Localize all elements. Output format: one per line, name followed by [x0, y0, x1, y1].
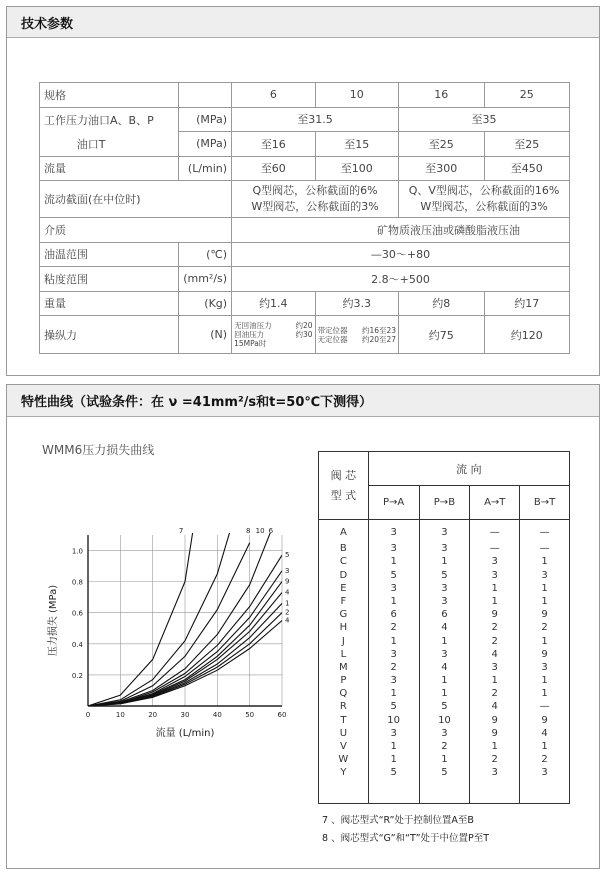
flow-value: 1: [390, 688, 397, 700]
flow-value: 3: [491, 661, 498, 673]
flow-value: 6: [390, 609, 397, 621]
flow-value: 5: [441, 701, 448, 713]
flow-value: 1: [441, 688, 448, 700]
table-row: [40, 291, 570, 316]
cell-line: 约16至23: [361, 325, 397, 335]
flow-value: D: [339, 569, 348, 581]
table-row: [40, 316, 570, 354]
row-unit: (mm²/s): [179, 267, 232, 292]
flow-value: A: [339, 527, 347, 538]
cell: 25: [484, 83, 569, 108]
cell: 6: [232, 83, 315, 108]
row-label: 工作压力油口A、B、P: [40, 107, 179, 132]
flow-value: 3: [441, 727, 448, 739]
flow-value: 1: [541, 595, 548, 607]
flow-value: 5: [390, 569, 397, 581]
flow-value: V: [339, 741, 347, 752]
cell: 至15: [315, 132, 398, 157]
curve-label: 9: [285, 577, 290, 586]
table-row: [40, 242, 570, 267]
curve-label: 8: [245, 527, 251, 535]
curve-label: 7: [178, 527, 184, 535]
cell: 约1.4: [232, 291, 315, 316]
flow-value: 5: [441, 569, 448, 581]
table-row: [40, 181, 570, 218]
curve-label: 4: [285, 588, 290, 597]
flow-value: G: [339, 609, 348, 621]
flow-col-values: [520, 520, 570, 804]
flow-value: 1: [491, 741, 498, 752]
flow-value: 1: [441, 635, 448, 647]
cell: 10: [315, 83, 398, 108]
flow-value: 5: [390, 701, 397, 713]
cell: 至25: [484, 132, 569, 157]
flow-value: 3: [541, 661, 548, 673]
flow-value: 1: [441, 675, 448, 687]
curve-label: 1: [285, 599, 290, 608]
pressure-loss-chart: [40, 525, 310, 750]
cell: [399, 181, 570, 218]
y-tick-label: 0.4: [71, 640, 83, 649]
flow-value: —: [489, 543, 500, 555]
flow-value: Q: [339, 688, 348, 700]
table-row: [40, 83, 570, 108]
curve-7: [88, 525, 195, 706]
flow-value: 3: [390, 527, 397, 538]
flow-value: 1: [541, 688, 548, 700]
row-unit: (℃): [179, 242, 232, 267]
flow-col-header: B→T: [520, 486, 570, 520]
cell: 约3.3: [315, 291, 398, 316]
flow-value: M: [339, 661, 348, 673]
flow-col-values: [470, 520, 520, 804]
flow-value: —: [489, 527, 500, 538]
cell: 至16: [232, 132, 315, 157]
cell: 约75: [399, 316, 484, 354]
flow-value: 1: [441, 556, 448, 568]
row-unit: (Kg): [179, 291, 232, 316]
cell-line: 无回油压力: [234, 321, 272, 330]
flow-value: 3: [441, 595, 448, 607]
flow-value: 1: [541, 675, 548, 687]
flow-value: 9: [491, 714, 498, 726]
x-tick-label: 30: [180, 711, 190, 719]
flow-value: Y: [340, 767, 347, 779]
flow-value: L: [340, 648, 347, 660]
flow-value: 3: [390, 727, 397, 739]
flow-value: 1: [491, 595, 498, 607]
cell: 至31.5: [232, 107, 399, 132]
flow-value: 9: [491, 727, 498, 739]
flow-value: 4: [441, 622, 448, 634]
curve-10: [88, 543, 250, 706]
cell: 至60: [232, 156, 315, 181]
flow-value: 1: [390, 754, 397, 766]
flow-value: 2: [390, 622, 397, 634]
cell: 至35: [399, 107, 570, 132]
row-unit: (MPa): [179, 132, 232, 157]
cell: 2.8～+500: [232, 267, 570, 292]
flow-value: 5: [441, 767, 448, 779]
flow-value: —: [539, 701, 550, 713]
header-line: 型 式: [330, 488, 357, 502]
flow-value: 1: [541, 582, 548, 594]
row-label: 规格: [40, 83, 179, 108]
flow-value: W: [338, 754, 349, 766]
cell: 矿物质液压油或磷酸脂液压油: [232, 218, 570, 243]
flow-value: 9: [491, 609, 498, 621]
cell: 16: [399, 83, 484, 108]
flow-value: 3: [390, 648, 397, 660]
header-line: 阀 芯: [330, 468, 357, 482]
x-tick-label: 50: [245, 711, 255, 719]
x-tick-label: 10: [115, 711, 125, 719]
cell: [232, 316, 315, 354]
flow-value: 4: [491, 648, 498, 660]
cell-line: W型阀芯，公称截面的3%: [251, 200, 379, 213]
row-label: 粘度范围: [40, 267, 179, 292]
flow-col-values: [419, 520, 470, 804]
flow-value: 4: [541, 727, 548, 739]
flow-value: 1: [541, 556, 548, 568]
row-label: 流动截面(在中位时): [40, 181, 232, 218]
cell-line: 带定位器: [317, 325, 348, 335]
chart-title: WMM6压力损失曲线: [42, 443, 155, 457]
y-tick-label: 1.0: [71, 547, 83, 556]
curve-label: 2: [285, 608, 290, 617]
flow-value: 2: [441, 741, 448, 752]
flow-value: 1: [541, 741, 548, 752]
cell-line: Q型阀芯，公称截面的6%: [252, 184, 378, 197]
flow-value: 3: [441, 527, 448, 538]
flow-value: 3: [491, 767, 498, 779]
flow-value: 10: [438, 714, 451, 726]
y-axis-label: 压力损失 (MPa): [48, 584, 59, 657]
flow-value: 9: [541, 648, 548, 660]
cell-line: Q、V型阀芯，公称截面的16%: [408, 184, 560, 197]
flow-value: 3: [541, 767, 548, 779]
flow-value: R: [339, 701, 347, 713]
x-axis-label: 流量 (L/min): [155, 728, 215, 739]
curve-label: 3: [285, 566, 290, 575]
cell-line: W型阀芯，公称截面的3%: [420, 200, 548, 213]
flow-value: 1: [390, 556, 397, 568]
table-row: [319, 520, 570, 804]
table-row: [40, 107, 570, 132]
flow-value: 3: [441, 543, 448, 555]
note-1: 7 、阀芯型式“R”处于控制位置A至B: [322, 815, 474, 826]
flow-value: 1: [390, 595, 397, 607]
row-label: 介质: [40, 218, 232, 243]
cell-line: 无定位器: [317, 334, 348, 344]
flow-value: 3: [541, 569, 548, 581]
curve-label: 6: [268, 527, 274, 535]
cell: 约8: [399, 291, 484, 316]
flow-value: —: [539, 543, 550, 555]
table-row: [40, 267, 570, 292]
flow-col-values: [319, 520, 369, 804]
flow-col-header: P→B: [419, 486, 470, 520]
flow-table: [318, 451, 570, 804]
row-label: 操纵力: [40, 316, 179, 354]
section-title: 技术参数: [21, 16, 74, 32]
flow-value: 5: [390, 767, 397, 779]
flow-value: 4: [441, 661, 448, 673]
cell: 至25: [399, 132, 484, 157]
flow-value: 6: [441, 609, 448, 621]
flow-value: 4: [491, 701, 498, 713]
flow-value: 9: [541, 714, 548, 726]
flow-value: 3: [491, 569, 498, 581]
flow-value: B: [339, 543, 347, 555]
flow-value: 1: [390, 741, 397, 752]
flow-value: 2: [491, 635, 498, 647]
x-tick-label: 20: [148, 711, 158, 719]
curve-label: 5: [285, 551, 290, 560]
note-2: 8 、阀芯型式“G”和“T”处于中位置P至T: [322, 833, 490, 844]
flow-value: 9: [541, 609, 548, 621]
flow-value: J: [341, 635, 345, 647]
cell-line: 约20: [295, 321, 313, 330]
cell: 至100: [315, 156, 398, 181]
flow-value: 10: [387, 714, 400, 726]
flow-value: F: [340, 595, 347, 607]
cell-line: 约20至27: [361, 334, 397, 344]
y-tick-label: 0.8: [71, 578, 83, 587]
row-unit: (L/min): [179, 156, 232, 181]
x-tick-label: 40: [212, 711, 222, 719]
flow-value: 2: [541, 622, 548, 634]
cell: [232, 181, 399, 218]
section-header-spec: [7, 7, 599, 38]
row-label: 油温范围: [40, 242, 179, 267]
row-label: 油口T: [40, 132, 179, 157]
flow-col-values: [368, 520, 419, 804]
cell: 至300: [399, 156, 484, 181]
table-row: [40, 218, 570, 243]
flow-col-header: P→A: [368, 486, 419, 520]
curve-label: 4: [285, 616, 290, 625]
flow-value: H: [339, 622, 348, 634]
flow-value: C: [339, 556, 347, 568]
flow-value: 2: [491, 622, 498, 634]
flow-value: 2: [491, 754, 498, 766]
flow-value: 2: [541, 754, 548, 766]
row-unit: (N): [179, 316, 232, 354]
row-label: 重量: [40, 291, 179, 316]
flow-value: U: [339, 727, 348, 739]
flow-value: —: [539, 527, 550, 538]
flow-value: P: [340, 675, 347, 687]
cell: [315, 316, 398, 354]
x-tick-label: 60: [277, 711, 287, 719]
flow-value: 3: [390, 675, 397, 687]
section-header-curves: [7, 385, 599, 417]
table-row: [319, 452, 570, 486]
table-row: [40, 156, 570, 181]
y-tick-label: 0.6: [71, 609, 83, 618]
flow-value: 3: [390, 582, 397, 594]
flow-value: 2: [390, 661, 397, 673]
table-row: [40, 132, 570, 157]
flow-value: 3: [491, 556, 498, 568]
flow-value: 3: [390, 543, 397, 555]
flow-value: 3: [441, 648, 448, 660]
flow-value: 1: [541, 635, 548, 647]
row-unit: (MPa): [179, 107, 232, 132]
flow-value: 1: [390, 635, 397, 647]
cell-line: 约30: [295, 330, 313, 339]
x-tick-label: 0: [85, 711, 91, 719]
cell: 至450: [484, 156, 569, 181]
row-label: 流量: [40, 156, 179, 181]
header-spool: [319, 452, 369, 520]
flow-value: 3: [441, 582, 448, 594]
header-flow: 流 向: [368, 452, 569, 486]
flow-value: 1: [491, 582, 498, 594]
flow-value: E: [340, 582, 347, 594]
spec-table: [39, 82, 570, 354]
flow-value: 2: [491, 688, 498, 700]
cell-line: 15MPa时: [234, 339, 267, 348]
flow-value: T: [340, 714, 347, 726]
flow-col-header: A→T: [470, 486, 520, 520]
cell-line: 回油压力: [234, 330, 265, 339]
cell: —30～+80: [232, 242, 570, 267]
curve-label: 10: [255, 527, 265, 535]
y-tick-label: 0.2: [71, 671, 83, 680]
cell: 约120: [484, 316, 569, 354]
flow-value: 1: [491, 675, 498, 687]
flow-value: 1: [441, 754, 448, 766]
cell: 约17: [484, 291, 569, 316]
section-title: 特性曲线（试验条件：在 ν =41mm²/s和t=50℃下测得）: [21, 395, 373, 410]
curve-6: [88, 525, 276, 706]
